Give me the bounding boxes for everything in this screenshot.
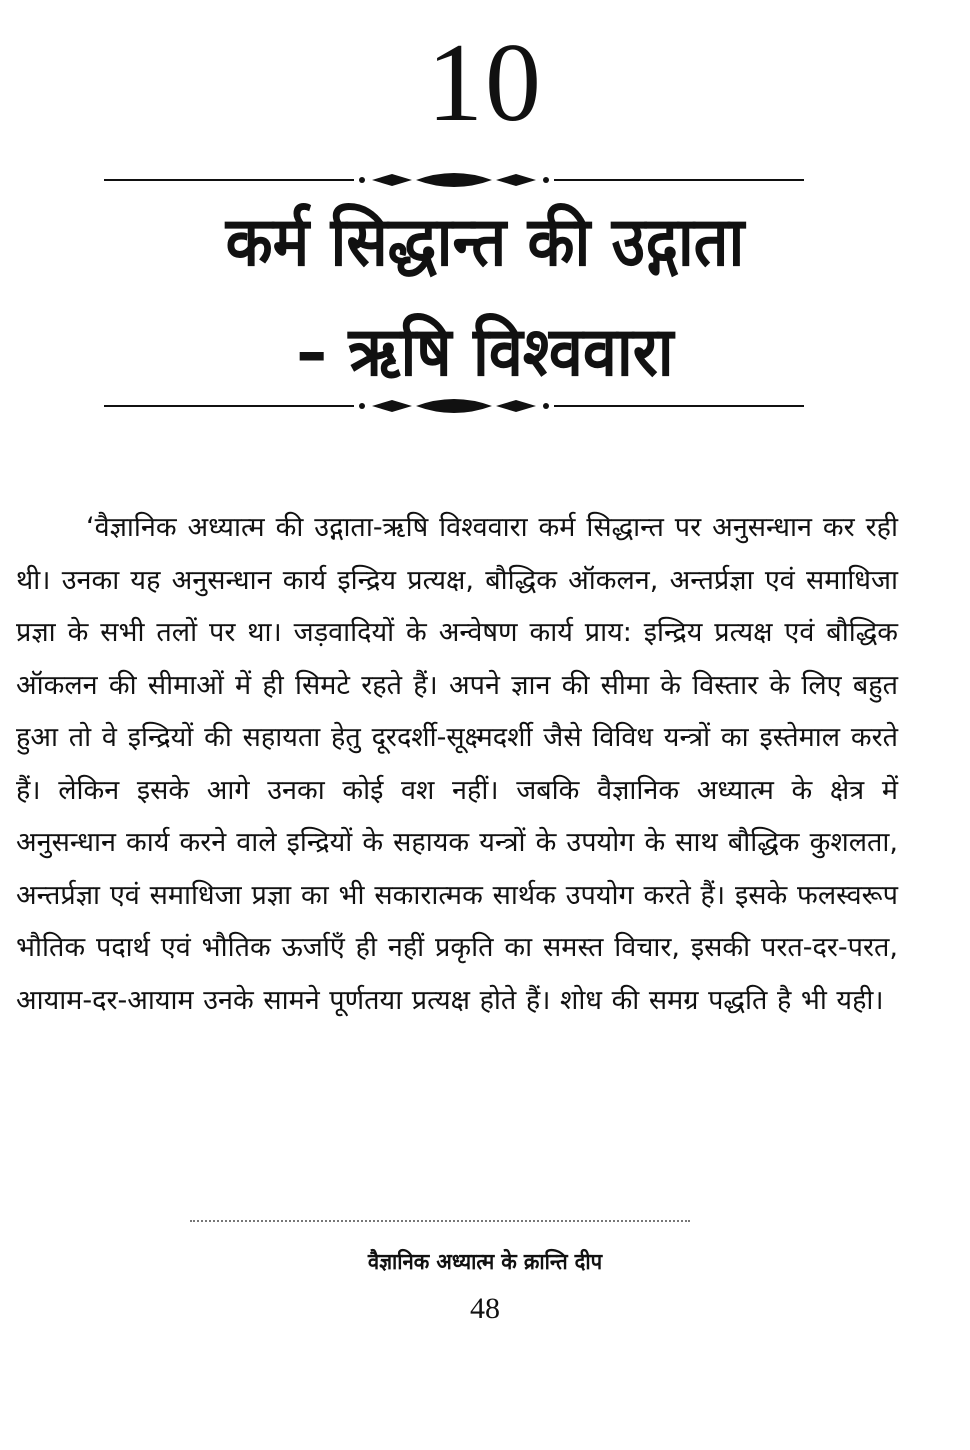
body-paragraph: ‘वैज्ञानिक अध्यात्म की उद्गाता-ऋषि विश्ववारा कर्म सिद्धान्त पर अनुसन्धान कर रही थी। उनका यह अनुसन्धान कार्य इन्द्रिय प्रत्यक्ष, बौद्धिक ऑकलन, अन्तर्प्रज्ञा एवं समाधिजा प्रज्ञा के सभी तलों पर था। जड़वादियों के अन्वेषण कार्य प्राय: इन्द्रिय प्रत्यक्ष एवं बौद्धिक ऑकलन की सीमाओं में ही सिमटे रहते हैं। अपने ज्ञान की सीमा के विस्तार के लिए बहुत हुआ तो वे इन्द्रियों की सहायता हेतु दूरदर्शी-सूक्ष्मदर्शी जैसे विविध यन्त्रों का इस्तेमाल करते हैं। लेकिन इसके आगे उनका कोई वश नहीं। जबकि वैज्ञानिक अध्यात्म के क्षेत्र में अनुसन्धान कार्य करने वाले इन्द्रियों के सहायक यन्त्रों के उपयोग के साथ बौद्धिक कुशलता, अन्तर्प्रज्ञा एवं समाधिजा प्रज्ञा का भी सकारात्मक सार्थक उपयोग करते हैं। इसके फलस्वरूप भौतिक पदार्थ एवं भौतिक ऊर्जाएँ ही नहीं प्रकृति का समस्त विचार, इसकी परत-दर-परत, आयाम-दर-आयाम उनके सामने पूर्णतया प्रत्यक्ष होते हैं। शोध की समग्र पद्धति है भी यही।: [16, 512, 898, 1016]
chapter-title-line1: कर्म सिद्धान्त की उद्गाता: [225, 203, 745, 282]
page-number: 48: [470, 1292, 500, 1325]
chapter-title-line2: – ऋषि विश्ववारा: [296, 313, 674, 392]
ornament-divider-bottom: [104, 394, 804, 418]
running-footer-book-title: वैज्ञानिक अध्यात्म के क्रान्ति दीप: [367, 1250, 603, 1275]
ornament-divider-top: [104, 168, 804, 192]
footer-dotted-rule: [190, 1220, 690, 1222]
chapter-number: 10: [427, 21, 543, 145]
